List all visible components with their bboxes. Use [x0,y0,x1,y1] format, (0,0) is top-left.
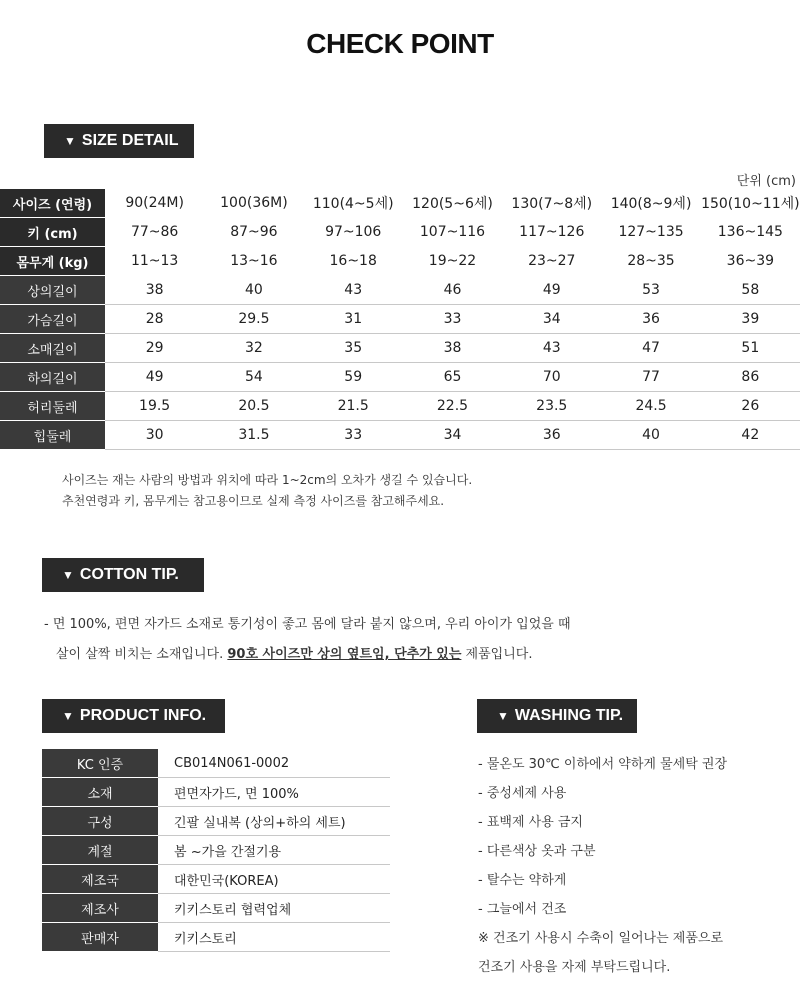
size-cell: 38 [403,334,502,363]
size-cell: 49 [105,363,204,392]
size-cell: 24.5 [601,392,700,421]
washing-tip-item: - 다른색상 옷과 구분 [478,844,596,859]
size-row-label: 하의길이 [0,363,105,392]
triangle-down-icon: ▼ [497,709,509,723]
product-info-key: 구성 [42,807,158,836]
size-row [0,305,800,334]
size-cell: 19.5 [105,392,204,421]
product-info-key: 제조사 [42,894,158,923]
size-cell: 40 [601,421,700,450]
cotton-tip-label: ▼ COTTON TIP. [42,558,204,592]
product-info-value: 긴팔 실내복 (상의+하의 세트) [158,807,390,836]
size-cell: 136~145 [717,224,783,240]
product-info-key: 제조국 [42,865,158,894]
washing-tip-item: - 물온도 30℃ 이하에서 약하게 물세탁 권장 [478,757,727,772]
size-cell: 54 [204,363,303,392]
size-cell: 70 [502,363,601,392]
product-info-value: 편면자가드, 면 100% [158,778,390,807]
size-cell: 43 [304,276,403,305]
product-info-row [42,836,390,865]
size-row [0,276,800,305]
size-cell: 20.5 [204,392,303,421]
product-info-row [42,894,390,923]
size-cell: 31 [304,305,403,334]
size-cell: 65 [403,363,502,392]
size-detail-label: ▼ SIZE DETAIL [44,124,194,158]
size-cell: 42 [701,421,800,450]
size-cell: 23.5 [502,392,601,421]
product-info-table [42,749,390,952]
size-cell: 34 [403,421,502,450]
size-cell: 28~35 [627,253,675,269]
product-info-key: KC 인증 [42,749,158,778]
size-note: 추천연령과 키, 몸무게는 참고용이므로 실제 측정 사이즈를 참고해주세요. [62,494,445,508]
size-row-label: 소매길이 [0,334,105,363]
size-row-label: 상의길이 [0,276,105,305]
product-info-value: 키키스토리 [158,923,390,952]
size-cell: 34 [502,305,601,334]
size-row-label: 힙둘레 [0,421,105,450]
washing-tip-item: - 중성세제 사용 [478,786,567,801]
size-row [0,334,800,363]
size-cell: 47 [601,334,700,363]
product-info-value: CB014N061-0002 [158,749,390,778]
washing-tip-item: ※ 건조기 사용시 수축이 일어나는 제품으로 [478,931,724,946]
size-cell: 21.5 [304,392,403,421]
size-row [0,218,800,247]
size-cell: 40 [204,276,303,305]
triangle-down-icon: ▼ [62,568,74,582]
product-info-value: 봄 ~가을 간절기용 [158,836,390,865]
product-info-row [42,865,390,894]
size-column-header: 110(4~5세) [312,196,394,213]
size-column-header: 140(8~9세) [610,196,692,213]
washing-tip-item: - 표백제 사용 금지 [478,815,583,830]
size-cell: 22.5 [403,392,502,421]
size-cell: 49 [502,276,601,305]
size-cell: 36~39 [726,253,775,269]
size-cell: 46 [403,276,502,305]
size-row-label: 키 (cm) [0,218,105,247]
size-row [0,421,800,450]
size-column-header: 150(10~11세) [701,196,800,213]
size-row-label: 가슴길이 [0,305,105,334]
product-info-row [42,778,390,807]
cotton-tip-text [44,610,571,670]
washing-tip-item: - 그늘에서 건조 [478,902,567,917]
size-cell: 30 [105,421,204,450]
size-cell: 35 [304,334,403,363]
size-cell: 36 [601,305,700,334]
size-cell: 19~22 [428,253,477,269]
size-cell: 13~16 [230,253,278,269]
product-info-value: 키키스토리 협력업체 [158,894,390,923]
size-table [0,189,800,450]
size-cell: 77 [601,363,700,392]
triangle-down-icon: ▼ [64,134,76,148]
washing-tip-label: ▼ WASHING TIP. [477,699,637,733]
size-cell: 23~27 [528,253,576,269]
product-info-key: 소재 [42,778,158,807]
size-cell: 107~116 [419,224,486,240]
size-row-label: 허리둘레 [0,392,105,421]
size-cell: 16~18 [329,253,377,269]
size-cell: 43 [502,334,601,363]
cotton-tip-line: - 면 100%, 편면 자가드 소재로 통기성이 좋고 몸에 달라 붙지 않으며, 우리 아이가 입었을 때 [44,617,571,632]
product-info-key: 계절 [42,836,158,865]
size-cell: 29.5 [204,305,303,334]
size-cell: 33 [304,421,403,450]
product-info-key: 판매자 [42,923,158,952]
size-cell: 36 [502,421,601,450]
product-info-label: ▼ PRODUCT INFO. [42,699,225,733]
size-cell: 127~135 [618,224,684,240]
size-cell: 77~86 [130,224,179,240]
product-info-row [42,749,390,778]
size-row [0,392,800,421]
size-row [0,247,800,276]
size-column-header: 120(5~6세) [412,196,493,213]
size-cell: 58 [701,276,800,305]
unit-label: 단위 (cm) [736,174,796,189]
size-row [0,363,800,392]
size-cell: 32 [204,334,303,363]
cotton-tip-line: 살이 살짝 비치는 소재입니다. 90호 사이즈만 상의 옆트임, 단추가 있는 제품입니다. [56,647,533,662]
product-info-value: 대한민국(KOREA) [158,865,390,894]
page-title: CHECK POINT [306,28,494,59]
product-info-row [42,807,390,836]
size-column-header: 130(7~8세) [511,196,593,213]
size-row-label: 몸무게 (kg) [0,247,105,276]
size-cell: 29 [105,334,204,363]
washing-tip-list [478,750,727,982]
size-cell: 26 [701,392,800,421]
triangle-down-icon: ▼ [62,709,74,723]
size-cell: 38 [105,276,204,305]
size-cell: 33 [403,305,502,334]
size-cell: 97~106 [325,224,382,240]
size-cell: 31.5 [204,421,303,450]
size-cell: 53 [601,276,700,305]
washing-tip-item: 건조기 사용을 자제 부탁드립니다. [478,960,671,975]
size-cell: 87~96 [230,224,278,240]
size-note: 사이즈는 재는 사람의 방법과 위치에 따라 1~2cm의 오차가 생길 수 있습니다. [62,473,473,487]
size-cell: 86 [701,363,800,392]
size-cell: 28 [105,305,204,334]
size-cell: 117~126 [519,224,585,240]
size-notes [62,470,472,512]
product-info-row [42,923,390,952]
cotton-tip-highlight: 90호 사이즈만 상의 옆트임, 단추가 있는 [227,647,462,662]
size-cell: 51 [701,334,800,363]
size-cell: 59 [304,363,403,392]
size-column-header: 100(36M) [220,195,288,212]
size-column-header: 90(24M) [125,195,184,212]
washing-tip-item: - 탈수는 약하게 [478,873,567,888]
size-header-label: 사이즈 (연령) [0,189,105,218]
size-cell: 11~13 [130,253,179,269]
size-cell: 39 [701,305,800,334]
